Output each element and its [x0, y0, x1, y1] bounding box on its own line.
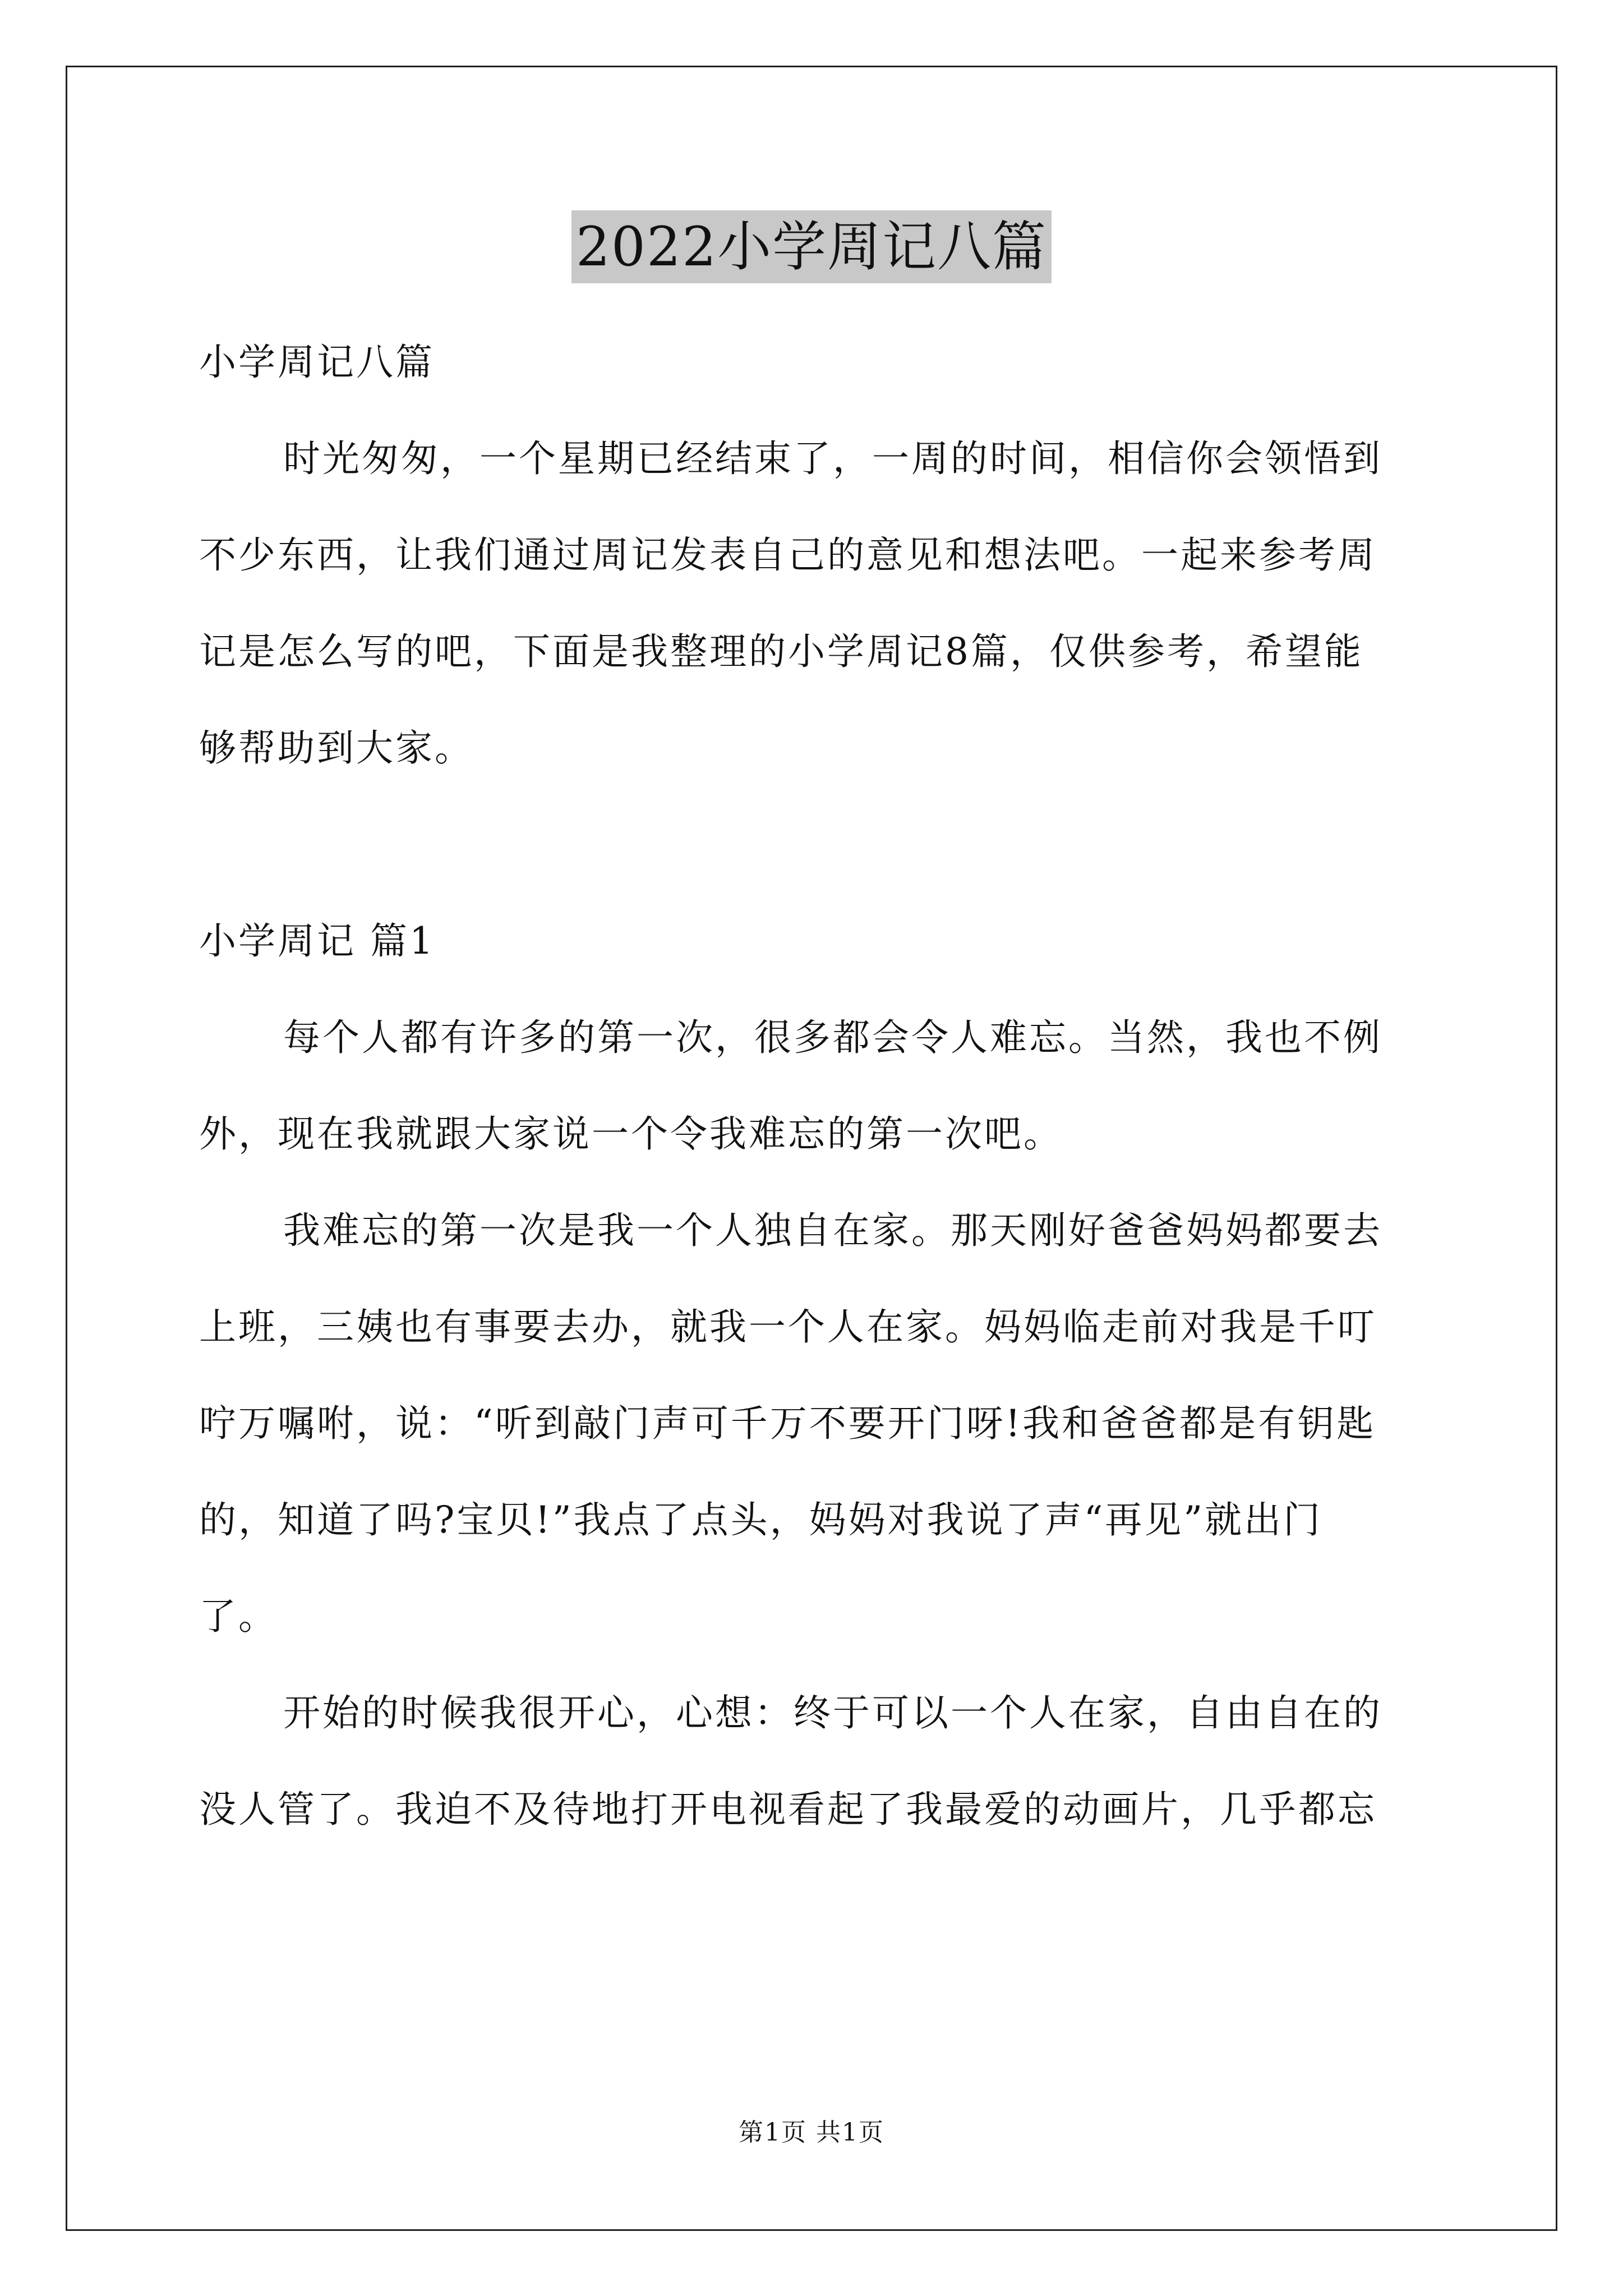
text-line: 的，知道了吗?宝贝!”我点了点头，妈妈对我说了声“再见”就出门: [199, 1498, 1323, 1542]
text-line: 记是怎么写的吧，下面是我整理的小学周记8篇，仅供参考，希望能: [199, 630, 1363, 673]
text-line: 外，现在我就跟大家说一个令我难忘的第一次吧。: [199, 1112, 1063, 1156]
text-line: 上班，三姨也有事要去办，就我一个人在家。妈妈临走前对我是千叮: [199, 1305, 1377, 1349]
text-line: 了。: [199, 1595, 278, 1638]
text-line: 不少东西，让我们通过周记发表自己的意见和想法吧。一起来参考周: [199, 533, 1377, 577]
page-footer: 第1页 共1页: [739, 2118, 884, 2147]
text-line: 小学周记八篇: [199, 341, 435, 384]
document-body: [199, 314, 1433, 1858]
text-line: 小学周记 篇1: [199, 919, 435, 963]
text-line: 每个人都有许多的第一次，很多都会令人难忘。当然，我也不例: [283, 1016, 1382, 1059]
text-line: 够帮助到大家。: [199, 726, 474, 770]
page-title: 2022小学周记八篇: [571, 210, 1052, 283]
text-line: 咛万嘱咐，说：“听到敲门声可千万不要开门呀!我和爸爸都是有钥匙: [199, 1402, 1376, 1445]
text-line: 时光匆匆，一个星期已经结束了，一周的时间，相信你会领悟到: [283, 437, 1382, 480]
text-line: 没人管了。我迫不及待地打开电视看起了我最爱的动画片，几乎都忘: [199, 1788, 1377, 1831]
blank-line: [199, 797, 1433, 893]
title-wrap: [0, 210, 1623, 283]
text-line: 开始的时候我很开心，心想：终于可以一个人在家，自由自在的: [283, 1691, 1382, 1734]
text-line: 我难忘的第一次是我一个人独自在家。那天刚好爸爸妈妈都要去: [283, 1209, 1382, 1252]
